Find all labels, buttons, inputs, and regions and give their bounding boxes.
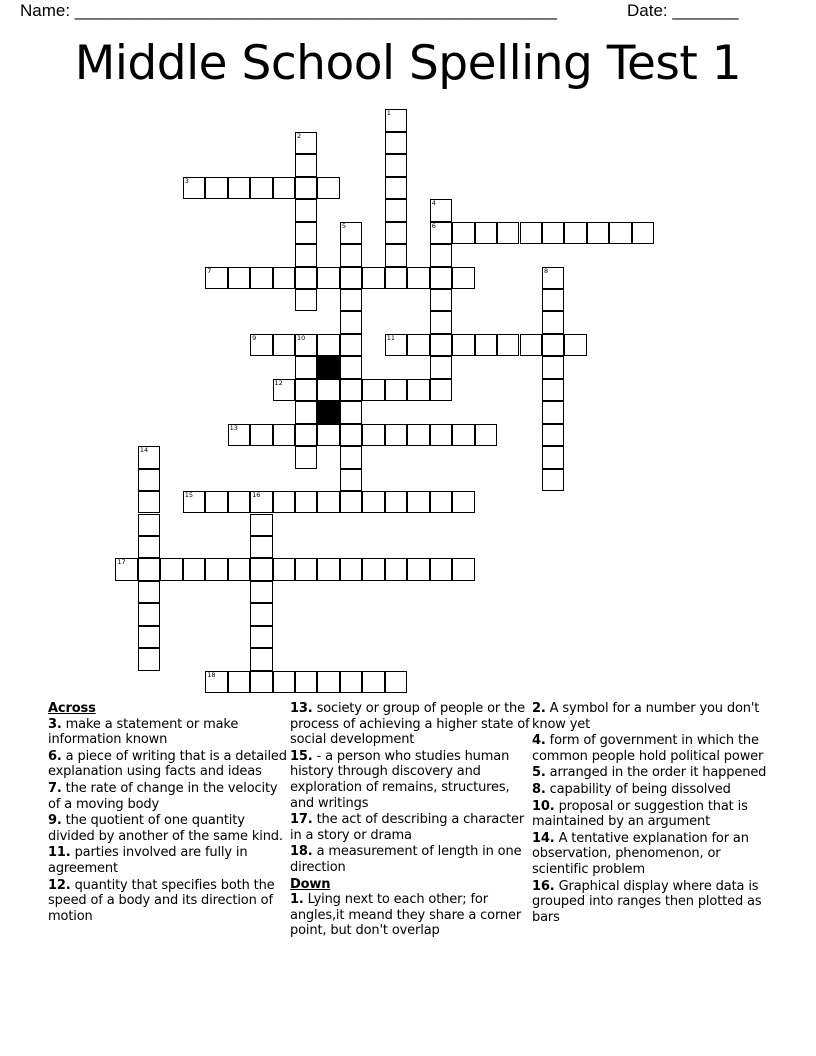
grid-cell[interactable] (138, 491, 160, 513)
grid-cell[interactable] (138, 626, 160, 648)
grid-cell[interactable] (430, 356, 452, 378)
grid-cell[interactable] (452, 334, 474, 356)
grid-cell[interactable] (340, 558, 362, 580)
grid-cell[interactable] (632, 222, 654, 244)
grid-cell[interactable] (250, 626, 272, 648)
grid-cell[interactable] (205, 177, 227, 199)
grid-cell[interactable] (295, 446, 317, 468)
grid-cell[interactable] (542, 334, 564, 356)
clue-text: society or group of people or the process of achieving a higher state of social development (290, 701, 530, 748)
grid-cell[interactable] (295, 558, 317, 580)
grid-cell[interactable] (295, 199, 317, 221)
grid-cell[interactable] (430, 222, 452, 244)
cell-number: 17 (117, 558, 126, 567)
grid-cell[interactable] (160, 558, 182, 580)
clues-column-2 (290, 701, 530, 940)
clue-number: 16. (532, 878, 555, 894)
grid-cell[interactable] (430, 311, 452, 333)
clue-text: the act of describing a character in a story or drama (290, 812, 525, 843)
grid-cell[interactable] (295, 424, 317, 446)
grid-cell[interactable] (542, 424, 564, 446)
grid-cell[interactable] (205, 558, 227, 580)
cell-number: 9 (252, 333, 257, 342)
grid-cell[interactable] (250, 648, 272, 670)
grid-cell[interactable] (183, 177, 205, 199)
grid-cell[interactable] (340, 424, 362, 446)
grid-cell[interactable] (340, 267, 362, 289)
grid-cell[interactable] (407, 267, 429, 289)
grid-cell[interactable] (497, 334, 519, 356)
grid-cell[interactable] (250, 558, 272, 580)
cell-number: 4 (431, 199, 436, 208)
clue-text: a measurement of length in one direction (290, 844, 522, 875)
clue-down-16 (532, 879, 777, 926)
grid-cell[interactable] (295, 334, 317, 356)
grid-cell[interactable] (340, 222, 362, 244)
grid-cell[interactable] (542, 222, 564, 244)
clues-column-3 (532, 701, 777, 926)
clue-down-1 (290, 892, 530, 939)
grid-cell[interactable] (317, 267, 339, 289)
grid-cell[interactable] (497, 222, 519, 244)
grid-cell[interactable] (362, 379, 384, 401)
grid-cell[interactable] (385, 199, 407, 221)
clue-across-11 (48, 845, 288, 876)
clue-number: 7. (48, 780, 62, 796)
clue-down-4 (532, 733, 777, 764)
cell-number: 14 (139, 446, 149, 455)
grid-cell[interactable] (138, 536, 160, 558)
cell-number: 6 (431, 221, 436, 230)
grid-cell[interactable] (340, 491, 362, 513)
grid-cell[interactable] (317, 558, 339, 580)
cell-number: 1 (386, 109, 391, 118)
grid-cell[interactable] (317, 671, 339, 693)
clue-number: 5. (532, 765, 546, 781)
clue-number: 13. (290, 701, 313, 716)
grid-cell[interactable] (385, 154, 407, 176)
grid-cell[interactable] (385, 558, 407, 580)
name-field: Name: ___________________________________________________ (20, 1, 557, 20)
grid-cell[interactable] (385, 132, 407, 154)
clue-text: A tentative explanation for an observation, phenomenon, or scientific problem (532, 830, 749, 877)
clue-across-17 (290, 812, 530, 843)
clue-text: make a statement or make information known (48, 716, 239, 748)
grid-cell[interactable] (228, 177, 250, 199)
clue-across-12 (48, 878, 288, 925)
grid-cell[interactable] (340, 671, 362, 693)
clue-number: 15. (290, 748, 313, 764)
clue-text: arranged in the order it happened (549, 765, 767, 781)
grid-cell[interactable] (385, 671, 407, 693)
grid-cell[interactable] (138, 648, 160, 670)
grid-cell[interactable] (273, 491, 295, 513)
grid-cell[interactable] (430, 424, 452, 446)
grid-cell[interactable] (250, 536, 272, 558)
grid-cell[interactable] (407, 334, 429, 356)
grid-cell[interactable] (385, 267, 407, 289)
grid-cell[interactable] (138, 581, 160, 603)
clue-across-13 (290, 701, 530, 748)
cell-number: 5 (341, 221, 347, 230)
grid-cell[interactable] (542, 289, 564, 311)
cell-number: 7 (207, 266, 212, 275)
clue-number: 4. (532, 733, 546, 749)
grid-cell[interactable] (138, 469, 160, 491)
clue-across-3 (48, 717, 288, 748)
grid-cell[interactable] (295, 379, 317, 401)
cell-number: 13 (229, 423, 238, 432)
grid-cell[interactable] (250, 581, 272, 603)
clue-text: parties involved are fully in agreement (48, 845, 248, 876)
grid-cell[interactable] (452, 424, 474, 446)
grid-cell[interactable] (295, 267, 317, 289)
grid-cell[interactable] (407, 558, 429, 580)
grid-cell[interactable] (228, 558, 250, 580)
grid-cell[interactable] (250, 491, 272, 513)
grid-cell[interactable] (564, 334, 586, 356)
grid-cell[interactable] (295, 244, 317, 266)
cell-number: 2 (297, 131, 302, 140)
grid-cell[interactable] (362, 671, 384, 693)
clues-column-1 (48, 701, 288, 925)
grid-cell[interactable] (385, 244, 407, 266)
grid-cell[interactable] (228, 491, 250, 513)
clue-text: Lying next to each other; for angles,it meand they share a corner point, but don't overlap (290, 892, 522, 939)
grid-cell[interactable] (362, 267, 384, 289)
grid-cell[interactable] (340, 401, 362, 423)
clue-number: 3. (48, 716, 62, 732)
clue-down-10 (532, 799, 777, 830)
grid-cell[interactable] (362, 558, 384, 580)
black-cell (317, 401, 339, 423)
grid-cell[interactable] (407, 491, 429, 513)
grid-cell[interactable] (340, 446, 362, 468)
clue-number: 8. (532, 781, 546, 797)
cell-number: 10 (297, 333, 306, 342)
grid-cell[interactable] (295, 177, 317, 199)
grid-cell[interactable] (430, 334, 452, 356)
grid-cell[interactable] (542, 401, 564, 423)
clue-number: 14. (532, 830, 555, 846)
clue-text: A symbol for a number you don't know yet (532, 701, 760, 732)
grid-cell[interactable] (385, 177, 407, 199)
grid-cell[interactable] (138, 514, 160, 536)
clue-text: a piece of writing that is a detailed explanation using facts and ideas (48, 748, 287, 780)
clue-across-7 (48, 781, 288, 812)
grid-cell[interactable] (205, 671, 227, 693)
clue-number: 17. (290, 812, 313, 828)
clue-text: form of government in which the common people hold political power (532, 733, 764, 764)
grid-cell[interactable] (183, 558, 205, 580)
grid-cell[interactable] (564, 222, 586, 244)
grid-cell[interactable] (250, 514, 272, 536)
grid-cell[interactable] (250, 424, 272, 446)
grid-cell[interactable] (340, 356, 362, 378)
grid-cell[interactable] (542, 469, 564, 491)
grid-cell[interactable] (295, 222, 317, 244)
grid-cell[interactable] (385, 222, 407, 244)
clue-down-5 (532, 765, 777, 781)
clue-text: the rate of change in the velocity of a moving body (48, 780, 278, 812)
grid-cell[interactable] (587, 222, 609, 244)
grid-cell[interactable] (475, 222, 497, 244)
grid-cell[interactable] (228, 424, 250, 446)
grid-cell[interactable] (520, 222, 542, 244)
clue-text: capability of being dissolved (549, 781, 731, 797)
clue-number: 2. (532, 701, 546, 716)
clue-down-2 (532, 701, 777, 732)
grid-cell[interactable] (317, 379, 339, 401)
grid-cell[interactable] (430, 289, 452, 311)
grid-cell[interactable] (205, 491, 227, 513)
down-heading: Down (290, 876, 331, 892)
grid-cell[interactable] (430, 244, 452, 266)
grid-cell[interactable] (542, 356, 564, 378)
grid-cell[interactable] (273, 558, 295, 580)
grid-cell[interactable] (138, 603, 160, 625)
grid-cell[interactable] (385, 334, 407, 356)
grid-cell[interactable] (295, 132, 317, 154)
grid-cell[interactable] (273, 177, 295, 199)
grid-cell[interactable] (407, 424, 429, 446)
black-cell (317, 356, 339, 378)
clue-across-6 (48, 749, 288, 780)
grid-cell[interactable] (273, 379, 295, 401)
clue-text: - a person who studies human history through discovery and exploration of remains, structures, and writings (290, 748, 510, 811)
grid-cell[interactable] (340, 334, 362, 356)
cell-number: 18 (207, 670, 216, 679)
grid-cell[interactable] (542, 446, 564, 468)
grid-cell[interactable] (340, 379, 362, 401)
clue-text: the quotient of one quantity divided by another of the same kind. (48, 813, 283, 844)
grid-cell[interactable] (228, 267, 250, 289)
grid-cell[interactable] (385, 424, 407, 446)
grid-cell[interactable] (340, 289, 362, 311)
clue-number: 6. (48, 748, 62, 764)
clue-number: 1. (290, 892, 304, 908)
grid-cell[interactable] (542, 311, 564, 333)
clue-number: 18. (290, 844, 313, 860)
clue-across-15 (290, 749, 530, 811)
grid-cell[interactable] (317, 177, 339, 199)
grid-cell[interactable] (138, 558, 160, 580)
date-field: Date: _______ (627, 1, 739, 20)
grid-cell[interactable] (340, 244, 362, 266)
cell-number: 11 (386, 333, 396, 342)
cell-number: 12 (274, 378, 283, 387)
grid-cell[interactable] (317, 424, 339, 446)
grid-cell[interactable] (138, 446, 160, 468)
cell-number: 3 (184, 176, 189, 185)
clue-across-9 (48, 813, 288, 844)
grid-cell[interactable] (115, 558, 137, 580)
clue-text: quantity that specifies both the speed of a body and its direction of motion (48, 877, 275, 924)
clue-number: 10. (532, 798, 555, 814)
clue-number: 9. (48, 813, 62, 829)
grid-cell[interactable] (430, 558, 452, 580)
grid-cell[interactable] (430, 199, 452, 221)
cell-number: 15 (184, 491, 194, 500)
grid-cell[interactable] (295, 491, 317, 513)
grid-cell[interactable] (273, 334, 295, 356)
grid-cell[interactable] (452, 558, 474, 580)
grid-cell[interactable] (273, 671, 295, 693)
grid-cell[interactable] (362, 424, 384, 446)
grid-cell[interactable] (250, 671, 272, 693)
cell-number: 16 (252, 491, 261, 500)
grid-cell[interactable] (430, 491, 452, 513)
grid-cell[interactable] (228, 671, 250, 693)
grid-cell[interactable] (385, 109, 407, 131)
grid-cell[interactable] (542, 267, 564, 289)
grid-cell[interactable] (295, 401, 317, 423)
grid-cell[interactable] (385, 491, 407, 513)
grid-cell[interactable] (295, 154, 317, 176)
grid-cell[interactable] (430, 379, 452, 401)
grid-cell[interactable] (520, 334, 542, 356)
grid-cell[interactable] (452, 222, 474, 244)
grid-cell[interactable] (475, 334, 497, 356)
grid-cell[interactable] (385, 379, 407, 401)
grid-cell[interactable] (273, 424, 295, 446)
clue-across-18 (290, 844, 530, 875)
grid-cell[interactable] (475, 424, 497, 446)
grid-cell[interactable] (317, 491, 339, 513)
grid-cell[interactable] (609, 222, 631, 244)
grid-cell[interactable] (295, 671, 317, 693)
clue-text: proposal or suggestion that is maintained by an argument (532, 798, 748, 830)
grid-cell[interactable] (273, 267, 295, 289)
grid-cell[interactable] (250, 267, 272, 289)
across-heading: Across (48, 701, 96, 716)
grid-cell[interactable] (340, 311, 362, 333)
clue-number: 12. (48, 877, 71, 893)
clue-text: Graphical display where data is grouped into ranges then plotted as bars (532, 878, 762, 925)
grid-cell[interactable] (452, 491, 474, 513)
grid-cell[interactable] (250, 177, 272, 199)
grid-cell[interactable] (430, 267, 452, 289)
grid-cell[interactable] (205, 267, 227, 289)
clue-down-14 (532, 831, 777, 878)
grid-cell[interactable] (183, 491, 205, 513)
grid-cell[interactable] (250, 603, 272, 625)
cell-number: 8 (543, 266, 549, 275)
grid-cell[interactable] (340, 469, 362, 491)
page-title: Middle School Spelling Test 1 (74, 36, 742, 91)
grid-cell[interactable] (295, 289, 317, 311)
grid-cell[interactable] (542, 379, 564, 401)
grid-cell[interactable] (452, 267, 474, 289)
clue-down-8 (532, 782, 777, 798)
grid-cell[interactable] (250, 334, 272, 356)
grid-cell[interactable] (295, 356, 317, 378)
clue-number: 11. (48, 845, 71, 861)
grid-cell[interactable] (317, 334, 339, 356)
grid-cell[interactable] (362, 491, 384, 513)
grid-cell[interactable] (407, 379, 429, 401)
